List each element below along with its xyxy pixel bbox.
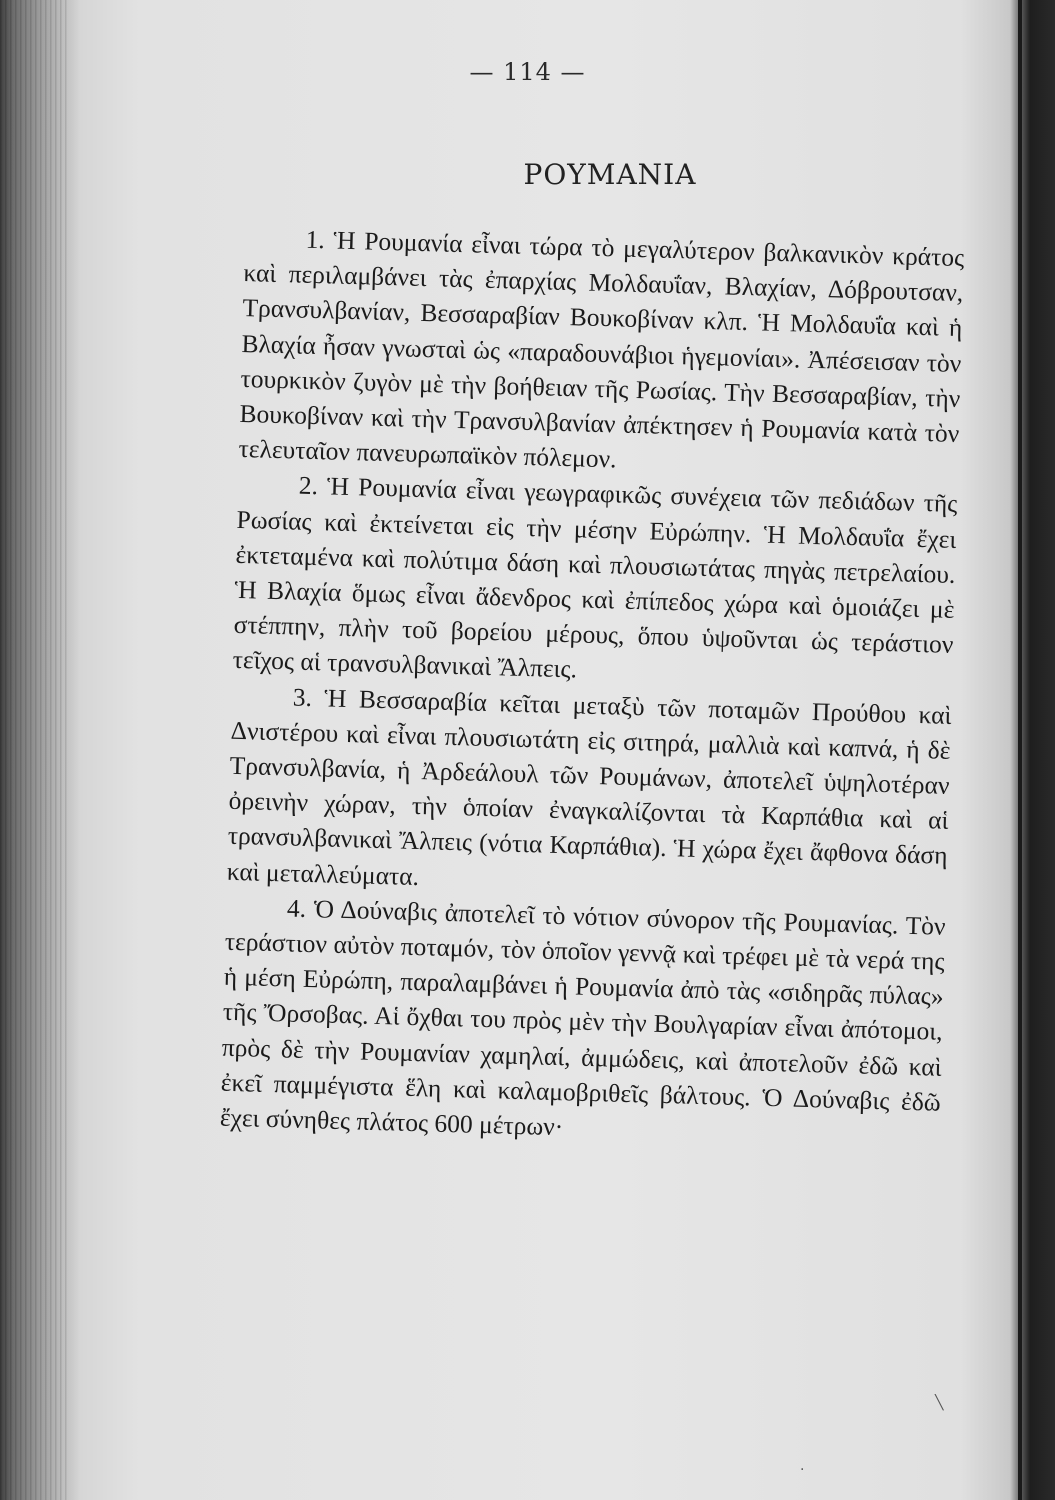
binding-shadow	[1018, 0, 1022, 1500]
paragraph-text: Ἡ Ρουμανία εἶναι γεωγραφικῶς συνέχεια τῶν πεδιάδων τῆς Ρωσίας καὶ ἐκτείνεται εἰς τὴν μέσην Εὐρώπην. Ἡ Μολδαυΐα ἔχει ἐκτεταμένα καὶ πολύτιμα δάση καὶ πλουσιωτάτας πηγὰς πετρελαίου. Ἡ Βλαχία ὅμως εἶναι ἄδενδρος καὶ ἐπίπεδος χώρα καὶ ὁμοιάζει μὲ στέππην, πλὴν τοῦ βορείου μέρους, ὅπου ὑψοῦνται ὡς τεράστιον τεῖχος αἱ τρανσυλβανικαὶ Ἄλπεις.	[232, 471, 958, 684]
paragraph-2	[232, 466, 958, 697]
paragraph-3	[226, 677, 952, 908]
paragraph-text: Ἡ Βεσσαραβία κεῖται μεταξὺ τῶν ποταμῶν Προύθου καὶ Δνιστέρου καὶ εἶναι πλουσιωτάτη εἰς σιτηρά, μαλλιὰ καὶ καπνά, ἡ δὲ Τρανσυλβανία, ἡ Ἀρδεάλουλ τῶν Ρουμάνων, ἀποτελεῖ ὑψηλοτέραν ὀρεινὴν χώραν, τὴν ὁποίαν ἐναγκαλίζονται τὰ Καρπάθια καὶ αἱ τρανσυλβανικαὶ Ἄλπεις (νότια Καρπάθια). Ἡ χώρα ἔχει ἄφθονα δάση καὶ μεταλλεύματα.	[226, 683, 952, 891]
page-number: — 114 —	[469, 58, 586, 86]
page-stack-edges	[0, 0, 70, 1500]
body-text	[219, 220, 964, 1155]
paragraph-1	[238, 220, 965, 486]
paragraph-4	[219, 889, 946, 1155]
paragraph-text: Ἡ Ρουμανία εἶναι τώρα τὸ μεγαλύτερον βαλκανικὸν κράτος καὶ περιλαμβάνει τὰς ἐπαρχίας Μολδαυΐαν, Βλαχίαν, Δόβρουτσαν, Τρανσυλβανίαν, Βεσσαραβίαν Βουκοβίναν κλπ. Ἡ Μολδαυΐα καὶ ἡ Βλαχία ἦσαν γνωσταὶ ὡς «παραδουνάβιοι ἡγεμονίαι». Ἀπέσεισαν τὸν τουρκικὸν ζυγὸν μὲ τὴν βοήθειαν τῆς Ρωσίας. Τὴν Βεσσαραβίαν, τὴν Βουκοβίναν καὶ τὴν Τρανσυλβανίαν ἀπέκτησεν ἡ Ρουμανία κατὰ τὸν τελευταῖον πανευρωπαϊκὸν πόλεμον.	[238, 225, 965, 474]
paragraph-text: Ὁ Δούναβις ἀποτελεῖ τὸ νότιον σύνορον τῆς Ρουμανίας. Τὸν τεράστιον αὐτὸν ποταμόν, τὸν ὁποῖον γεννᾷ καὶ τρέφει μὲ τὰ νερά της ἡ μέση Εὐρώπη, παραλαμβάνει ἡ Ρουμανία ἀπὸ τὰς «σιδηρᾶς πύλας» τῆς Ὄρσοβας. Αἱ ὄχθαι του πρὸς μὲν τὴν Βουλγαρίαν εἶναι ἀπότομοι, πρὸς δὲ τὴν Ρουμανίαν χαμηλαί, ἀμμώδεις, καὶ ἀποτελοῦν ἐδῶ καὶ ἐκεῖ παμμέγιστα ἕλη καὶ καλαμοβριθεῖς βάλτους. Ὁ Δούναβις ἐδῶ ἔχει σύνηθες πλάτος 600 μέτρων·	[219, 894, 946, 1142]
ink-speck: ·	[800, 1462, 805, 1478]
paragraph-number: 1.	[305, 224, 326, 255]
paragraph-number: 3.	[292, 682, 313, 712]
chapter-heading: ΡΟΥΜΑΝΙΑ	[523, 158, 697, 191]
paragraph-number: 4.	[286, 893, 307, 923]
ink-speck: ╲	[935, 1395, 944, 1411]
paragraph-number: 2.	[298, 471, 319, 501]
